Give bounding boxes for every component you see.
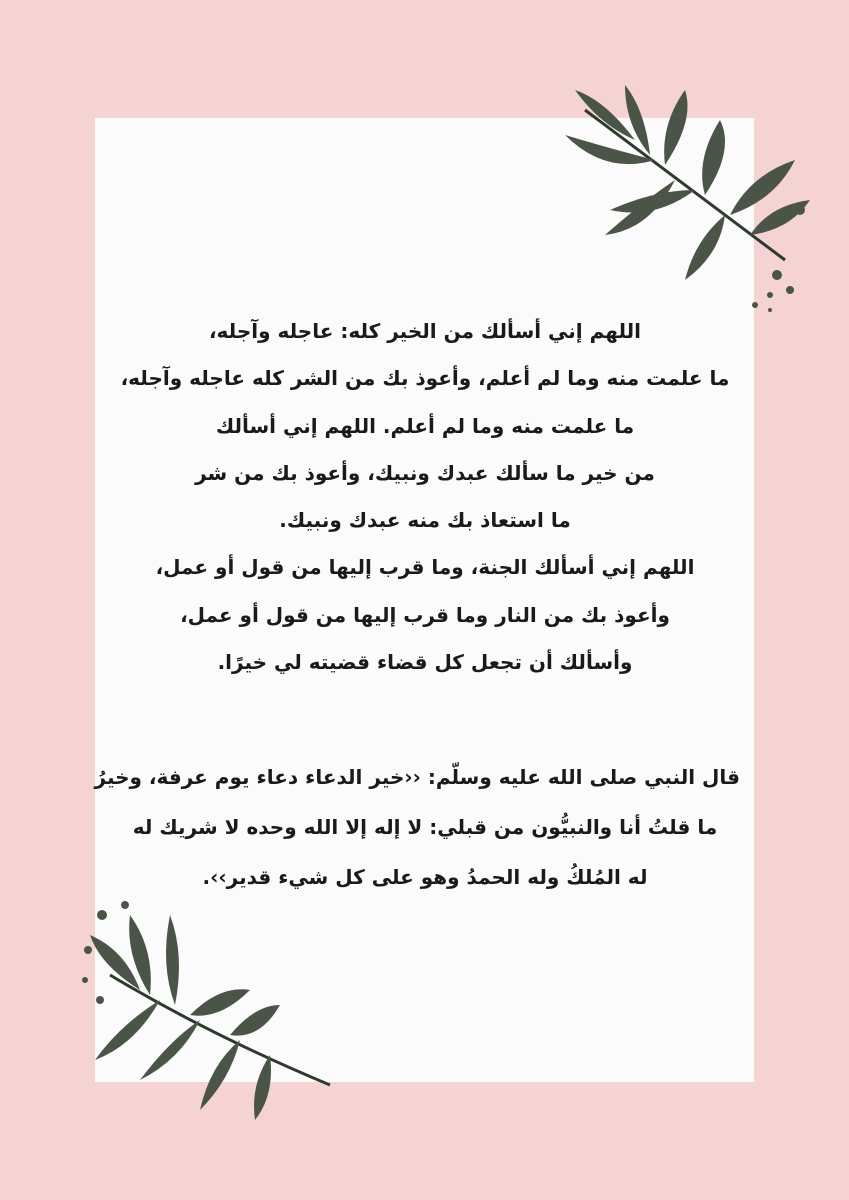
dua-line: اللهم إني أسألك من الخير كله: عاجله وآجله،: [208, 319, 642, 343]
hadith-text: [94, 752, 740, 902]
dua-text: [110, 308, 740, 686]
hadith-line: قال النبي صلى الله عليه وسلّم: ‹‹خير الدعاء دعاء يوم عرفة، وخيرُ: [94, 765, 740, 789]
dua-line: وأعوذ بك من النار وما قرب إليها من قول أو عمل،: [180, 602, 670, 627]
leaf-branch-top-icon: [545, 80, 815, 320]
dua-line: ما علمت منه وما لم أعلم. اللهم إني أسألك: [215, 413, 635, 438]
hadith-line: له المُلكُ وله الحمدُ وهو على كل شيء قدير››.: [202, 865, 648, 889]
leaf-branch-bottom-icon: [80, 895, 340, 1125]
dua-line: اللهم إني أسألك الجنة، وما قرب إليها من قول أو عمل،: [155, 555, 695, 580]
hadith-line: ما قلتُ أنا والنبيُّون من قبلي: لا إله إلا الله وحده لا شريك له: [132, 815, 718, 839]
dua-line: ما استعاذ بك منه عبدك ونبيك.: [279, 508, 571, 533]
dua-line: من خير ما سألك عبدك ونبيك، وأعوذ بك من شر: [195, 460, 655, 485]
dua-line: ما علمت منه وما لم أعلم، وأعوذ بك من الشر كله عاجله وآجله،: [120, 366, 730, 391]
dua-line: وأسألك أن تجعل كل قضاء قضيته لي خيرًا.: [217, 650, 633, 675]
